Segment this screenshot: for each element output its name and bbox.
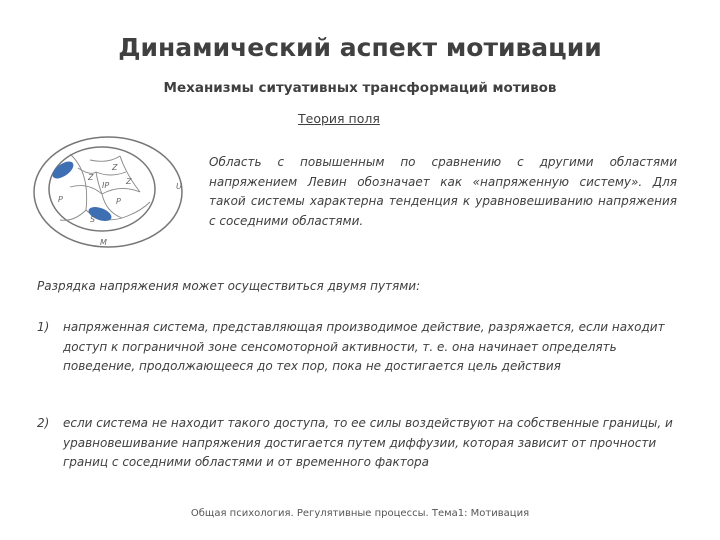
label-z2: Z [112,163,118,172]
area-description: Область с повышенным по сравнению с другими областями напряжением Левин обозначает как «напряженную систему». Для такой системы характерна тенденция к уравновешиванию напряжения с соседними областями. [209,155,677,228]
label-p-left: P [58,195,63,204]
label-z1: Z [88,173,94,182]
way-item-2 [37,414,687,473]
label-z3: Z [126,177,132,186]
slide-subtitle: Механизмы ситуативных трансформаций мотивов [163,80,557,96]
way-text: напряженная система, представляющая производимое действие, разряжается, если находит доступ к пограничной зоне сенсомоторной активности, т. е. она начинает определять поведение, продолжающееся до тех пор, пока не достигается цель действия [63,320,665,373]
way-number: 1) [37,320,50,334]
label-p-right: P [116,197,121,206]
field-theory-diagram [30,132,190,252]
way-text: если система не находит такого доступа, то ее силы воздействуют на собственные границы, и уравновешивание напряжения достигается путем диффузии, которая зависит от прочности границ с соседними областями и от временного фактора [63,416,673,469]
label-ip: IP [102,181,110,190]
way-item-1 [37,318,687,377]
label-m: M [100,238,107,247]
theory-label: Теория поля [298,111,380,126]
label-s: S [90,215,96,224]
way-number: 2) [37,416,50,430]
discharge-intro: Разрядка напряжения может осуществиться двумя путями: [37,279,421,293]
label-u: U [176,182,182,191]
slide-title: Динамический аспект мотивации [118,33,602,62]
footer: Общая психология. Регулятивные процессы. Тема1: Мотивация [190,508,530,519]
